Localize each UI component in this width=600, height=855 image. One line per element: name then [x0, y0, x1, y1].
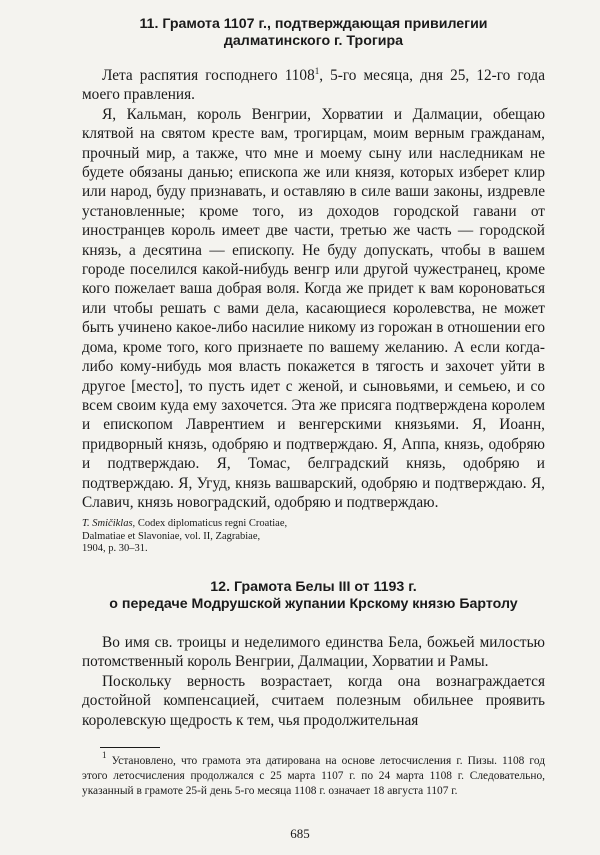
- source-citation: [82, 518, 342, 556]
- heading-line: 12. Грамота Белы III от 1193 г.: [210, 579, 417, 595]
- citation-author: T. Smičiklas,: [82, 518, 136, 529]
- section-heading-12: [82, 579, 545, 613]
- heading-line: далматинского г. Трогира: [223, 33, 404, 49]
- heading-line: о передаче Модрушской жупании Крскому князю Бартолу: [109, 596, 518, 612]
- charter-1193-text: [82, 633, 545, 730]
- footnote-divider: [100, 747, 160, 748]
- footnote-text: Установлено, что грамота эта датирована на основе летосчисления г. Пизы. 1108 год этого летосчисления продолжался с 25 марта 1107 г. по 24 марта 1108 г. Следовательно, указанный в грамоте 25-й день 5-го месяца 1108 г. означает 18 августа 1107 г.: [82, 755, 545, 797]
- text-run: Лета распятия господнего 1108: [102, 67, 315, 84]
- charter-1107-text: [82, 66, 545, 512]
- text-run: , 5-го месяца, дня 25, 12-го года моего правления.: [82, 67, 545, 104]
- heading-line: 11. Грамота 1107 г., подтверждающая привилегии: [139, 16, 488, 32]
- section-heading-11: [82, 16, 545, 50]
- citation-text: Dalmatiae et Slavoniae, vol. II, Zagrabiae,: [82, 530, 261, 542]
- citation-text: Codex diplomaticus regni Croatiae,: [135, 518, 288, 529]
- paragraph: [82, 66, 545, 105]
- paragraph: Во имя св. троицы и неделимого единства Бела, божьей милостью потомственный король Венгрии, Далмации, Хорватии и Рамы.: [82, 634, 545, 671]
- footnote-ref[interactable]: 1: [314, 66, 320, 76]
- footnote: [82, 750, 545, 799]
- footnote-mark: 1: [102, 750, 107, 760]
- paragraph: Поскольку верность возрастает, когда она вознаграждается достойной компенсацией, считаем полезным обильнее проявить королевскую щедрость к тем, чья продолжительная: [82, 672, 545, 729]
- paragraph: Я, Кальман, король Венгрии, Хорватии и Далмации, обещаю клятвой на святом кресте вам, трогирцам, моим верным гражданам, прочный мир, а также, что мне и моему сыну или наследникам не будете обязаны данью; епископа же или князя, которых изберет клир или народ, буду признавать, и оставляю в силе ваши законы, издревле установленные; кроме того, из доходов городской гавани от иностранцев король имеет две части, третью же часть — городской князь, а десятина — епископу. Не буду допускать, чтобы в вашем городе поселился какой-нибудь венгр или другой чужестранец, кроме кого пожелает ваша добрая воля. Когда же придет к вам короноваться или чтобы решать с вами дела, касающиеся королевства, не может быть учинено какое-либо насилие никому из горожан в отношении его дома, кроме того, кого признаете по вашему желанию. А если когда-либо кому-нибудь моя власть покажется в тягость и захочет уйти в другое [место], то пусть идет с женой, и сыновьями, и семьею, и со всем своим куда ему захочется. Эта же присяга подтверждена королем и епископом Лаврентием и венгерскими князьями. Я, Иоанн, придворный князь, одобряю и подтверждаю. Я, Аппа, князь, одобряю и подтверждаю. Я, Томас, белградский князь, одобряю и подтверждаю. Я, Угуд, князь вашварский, одобряю и подтверждаю. Я, Славич, князь новоградский, одобряю и подтверждаю.: [82, 105, 545, 511]
- citation-text: 1904, p. 30–31.: [82, 543, 148, 554]
- page-number: 685: [290, 826, 310, 841]
